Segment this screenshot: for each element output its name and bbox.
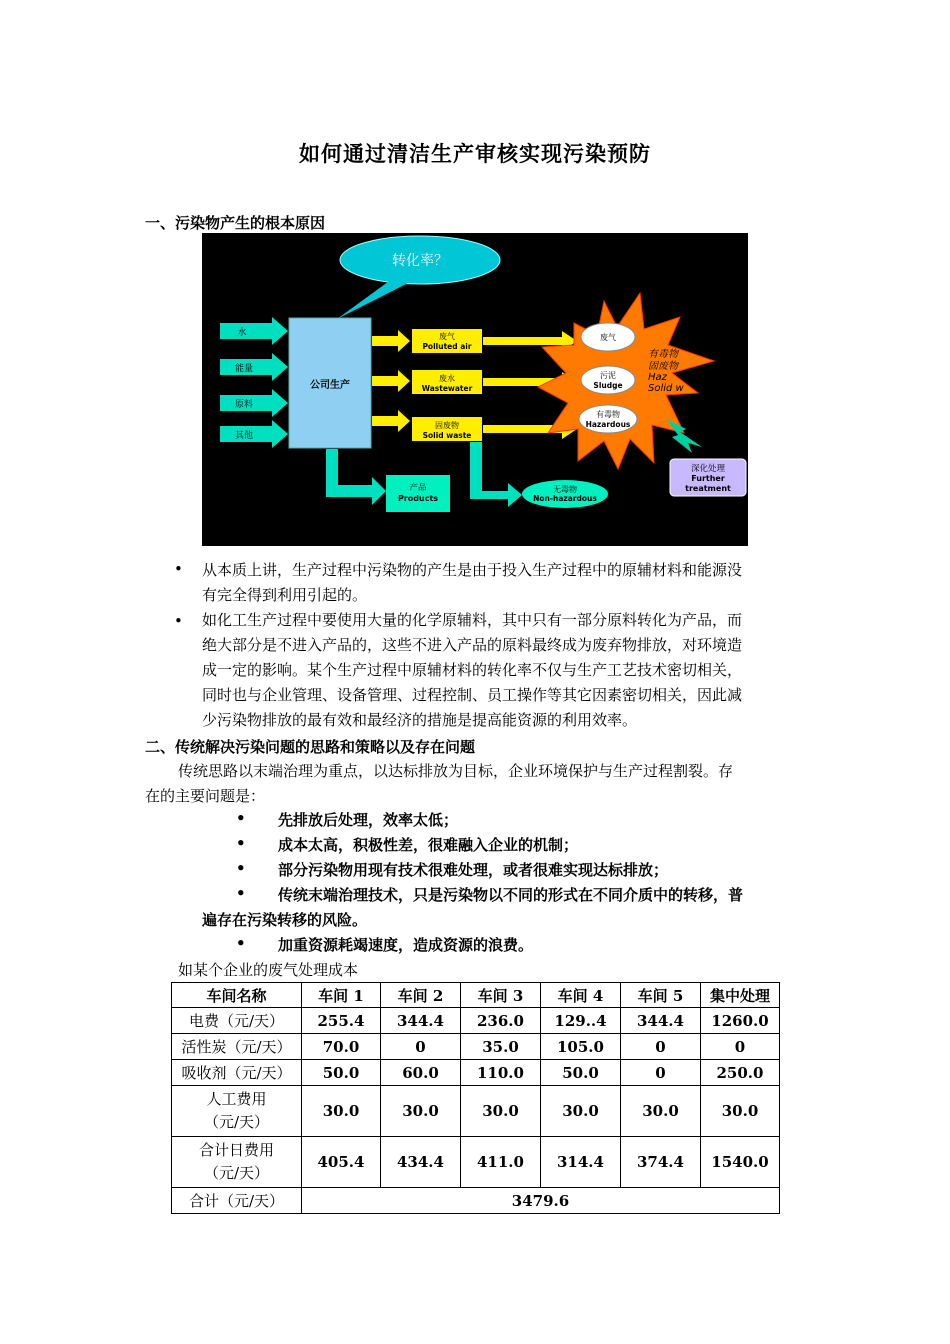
burst-label: 有毒物: [596, 410, 620, 419]
output-label: 废气: [439, 332, 455, 341]
table-cell: 30.0: [461, 1086, 541, 1137]
table-cell: 70.0: [302, 1034, 381, 1060]
table-cell: 236.0: [461, 1008, 541, 1034]
nonhaz-label-en: Non-hazardous: [533, 494, 597, 503]
header-cell: 车间 2: [381, 983, 461, 1008]
table-cell: 1260.0: [701, 1008, 780, 1034]
text-line: 如化工生产过程中要使用大量的化学原辅料，其中只有一部分原料转化为产品，而: [202, 611, 743, 629]
row-label: 电费（元/天）: [172, 1008, 302, 1034]
row-label-line: 合计日费用: [198, 1141, 274, 1159]
side-text: Solid w: [648, 383, 684, 394]
table-cell: 30.0: [701, 1086, 780, 1137]
table-cell: 434.4: [381, 1137, 461, 1188]
page-title: 如何通过清洁生产审核实现污染预防: [299, 141, 651, 166]
table-cell: 50.0: [302, 1060, 381, 1086]
header-cell: 车间 3: [461, 983, 541, 1008]
table-cell: 255.4: [302, 1008, 381, 1034]
table-cell: 344.4: [621, 1008, 701, 1034]
table-cell: 30.0: [621, 1086, 701, 1137]
row-label-line: （元/天）: [203, 1164, 270, 1182]
table-total-row: [172, 1188, 780, 1214]
bullet-marker: •: [236, 859, 246, 877]
row-label: [172, 1137, 302, 1188]
header-cell: 集中处理: [701, 983, 780, 1008]
table-cell: 110.0: [461, 1060, 541, 1086]
bullet-marker: •: [236, 884, 246, 902]
table-cell: 344.4: [381, 1008, 461, 1034]
company-label: 公司生产: [310, 380, 350, 391]
text-line: 传统思路以末端治理为重点，以达标排放为目标，企业环境保护与生产过程割裂。存: [178, 762, 734, 780]
table-cell: 250.0: [701, 1060, 780, 1086]
row-label: [172, 1086, 302, 1137]
table-row: [172, 1008, 780, 1034]
text-line: 从本质上讲，生产过程中污染物的产生是由于投入生产过程中的原辅材料和能源没: [202, 561, 743, 579]
table-cell: 1540.0: [701, 1137, 780, 1188]
side-text: 固废物: [648, 361, 678, 372]
bullet-marker: •: [236, 834, 246, 852]
table-row: [172, 1060, 780, 1086]
total-value: 3479.6: [302, 1188, 780, 1214]
table-cell: 0: [701, 1034, 780, 1060]
further-label: Further: [691, 474, 725, 483]
table-cell: 411.0: [461, 1137, 541, 1188]
output-label-en: Solid waste: [422, 431, 472, 440]
bullet-marker: •: [174, 612, 183, 630]
problem-item: 部分污染物用现有技术很难处理，或者很难实现达标排放；: [278, 861, 669, 879]
header-cell: 车间名称: [172, 983, 302, 1008]
row-label: 活性炭（元/天）: [172, 1034, 302, 1060]
output-label-en: Polluted air: [422, 342, 472, 351]
input-arrows: [220, 317, 288, 448]
header-cell: 车间 5: [621, 983, 701, 1008]
output-label: 废水: [439, 374, 455, 383]
table-cell: 30.0: [381, 1086, 461, 1137]
text-line: 绝大部分是不进入产品的，这些不进入产品的原料最终成为废弃物排放，对环境造: [202, 636, 743, 654]
bullet-paragraph-2: [202, 608, 812, 733]
table-caption: 如某个企业的废气处理成本: [178, 961, 359, 979]
table-cell: 50.0: [541, 1060, 621, 1086]
problem-item: 加重资源耗竭速度，造成资源的浪费。: [278, 936, 534, 954]
text-line: 同时也与企业管理、设备管理、过程控制、员工操作等其它因素密切相关，因此减: [202, 686, 743, 704]
table-cell: 0: [621, 1060, 701, 1086]
text-line: 少污染物排放的最有效和最经济的措施是提高能资源的利用效率。: [202, 711, 638, 729]
table-row: [172, 1034, 780, 1060]
cost-table: [171, 982, 780, 1214]
table-cell: 405.4: [302, 1137, 381, 1188]
burst-label-en: Sludge: [593, 381, 623, 390]
burst-label: 污泥: [600, 371, 616, 380]
side-text: Haz: [648, 372, 667, 383]
section-2-heading: 二、传统解决污染问题的思路和策略以及存在问题: [145, 738, 476, 756]
bullet-paragraph-1: [202, 558, 812, 608]
table-cell: 0: [621, 1034, 701, 1060]
burst-label-en: Hazardous: [585, 420, 631, 429]
table-cell: 60.0: [381, 1060, 461, 1086]
further-label: treatment: [685, 484, 731, 493]
header-cell: 车间 1: [302, 983, 381, 1008]
problem-item: 成本太高，积极性差，很难融入企业的机制；: [278, 836, 579, 854]
section-2-intro: [145, 759, 810, 809]
product-label-en: Products: [397, 494, 439, 503]
output-label-en: Wastewater: [421, 384, 473, 393]
header-cell: 车间 4: [541, 983, 621, 1008]
bullet-marker: •: [174, 560, 183, 578]
burst-label: 废气: [600, 333, 616, 342]
table-cell: 30.0: [302, 1086, 381, 1137]
lightning-icon: [666, 419, 702, 453]
problem-item-continued: 遍存在污染转移的风险。: [202, 911, 368, 929]
row-label-line: （元/天）: [203, 1113, 270, 1131]
problem-item: 先排放后处理，效率太低；: [278, 811, 459, 829]
input-label: 水: [237, 328, 247, 338]
output-label: 固废物: [435, 421, 459, 430]
table-cell: 30.0: [541, 1086, 621, 1137]
table-row: [172, 1137, 780, 1188]
table-cell: 35.0: [461, 1034, 541, 1060]
input-label: 原料: [234, 400, 254, 410]
pollution-flow-diagram: [202, 233, 748, 546]
row-label: 吸收剂（元/天）: [172, 1060, 302, 1086]
burst-ovals: [579, 323, 637, 433]
product-label: 产品: [409, 483, 427, 493]
table-cell: 0: [381, 1034, 461, 1060]
input-label: 能量: [234, 364, 254, 374]
bullet-marker: •: [236, 934, 246, 952]
problem-item: 传统末端治理技术，只是污染物以不同的形式在不同介质中的转移，普: [278, 886, 744, 904]
table-cell: 105.0: [541, 1034, 621, 1060]
text-line: 有完全得到利用引起的。: [202, 586, 368, 604]
bubble-text: 转化率？: [392, 253, 448, 269]
nonhaz-label: 无毒物: [553, 485, 577, 494]
table-cell: 374.4: [621, 1137, 701, 1188]
side-text: 有毒物: [648, 349, 678, 360]
row-label-line: 人工费用: [206, 1090, 267, 1108]
table-header-row: [172, 983, 780, 1008]
row-label: 合计（元/天）: [172, 1188, 302, 1214]
further-label: 深化处理: [690, 464, 726, 474]
input-label: 其他: [234, 431, 254, 441]
bullet-marker: •: [236, 809, 246, 827]
section-1-heading: 一、污染物产生的根本原因: [145, 214, 326, 232]
text-line: 在的主要问题是：: [145, 787, 266, 805]
table-cell: 129..4: [541, 1008, 621, 1034]
text-line: 成一定的影响。某个生产过程中原辅材料的转化率不仅与生产工艺技术密切相关，: [202, 661, 743, 679]
table-cell: 314.4: [541, 1137, 621, 1188]
table-row: [172, 1086, 780, 1137]
